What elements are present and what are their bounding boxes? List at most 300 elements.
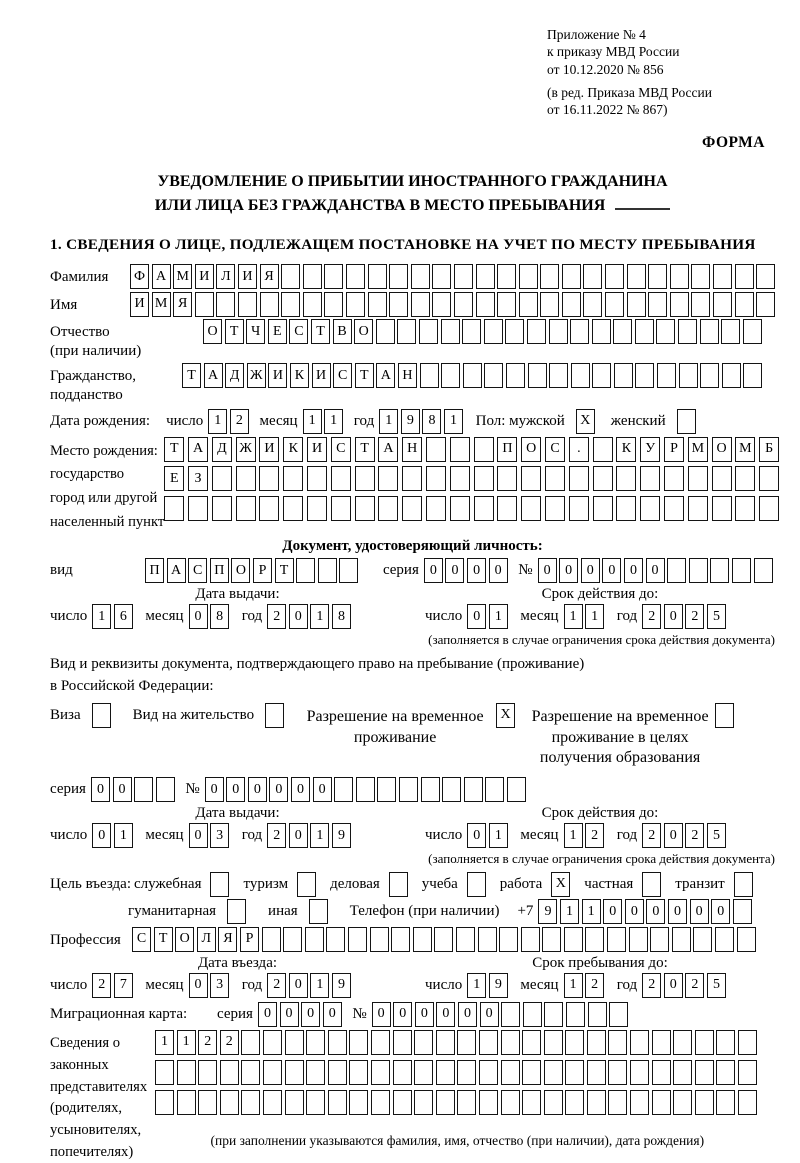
- char-cell[interactable]: Л: [216, 264, 235, 289]
- char-cell[interactable]: 0: [711, 899, 730, 924]
- char-cell[interactable]: [389, 264, 408, 289]
- char-cell[interactable]: [305, 927, 324, 952]
- char-cell[interactable]: 0: [559, 558, 578, 583]
- char-cell[interactable]: [673, 1030, 692, 1055]
- purpose-official-checkbox[interactable]: [210, 872, 229, 897]
- char-cell[interactable]: [521, 927, 540, 952]
- char-cell[interactable]: 0: [664, 604, 683, 629]
- char-cell[interactable]: [565, 1030, 584, 1055]
- char-cell[interactable]: [583, 292, 602, 317]
- char-cell[interactable]: Н: [398, 363, 417, 388]
- char-cell[interactable]: 0: [581, 558, 600, 583]
- char-cell[interactable]: Я: [260, 264, 279, 289]
- char-cell[interactable]: 0: [189, 604, 208, 629]
- char-cell[interactable]: 1: [177, 1030, 196, 1055]
- char-cell[interactable]: [454, 292, 473, 317]
- char-cell[interactable]: 0: [668, 899, 687, 924]
- char-cell[interactable]: [339, 558, 358, 583]
- char-cell[interactable]: 1: [324, 409, 343, 434]
- char-cell[interactable]: И: [130, 292, 149, 317]
- char-cell[interactable]: Д: [225, 363, 244, 388]
- char-cell[interactable]: [735, 264, 754, 289]
- char-cell[interactable]: 9: [401, 409, 420, 434]
- char-cell[interactable]: [391, 927, 410, 952]
- char-cell[interactable]: [656, 319, 675, 344]
- char-cell[interactable]: [544, 1060, 563, 1085]
- char-cell[interactable]: [667, 558, 686, 583]
- char-cell[interactable]: 0: [424, 558, 443, 583]
- char-cell[interactable]: [318, 558, 337, 583]
- char-cell[interactable]: [738, 1060, 757, 1085]
- char-cell[interactable]: [737, 927, 756, 952]
- char-cell[interactable]: [732, 558, 751, 583]
- char-cell[interactable]: 0: [91, 777, 110, 802]
- char-cell[interactable]: [743, 319, 762, 344]
- char-cell[interactable]: [397, 319, 416, 344]
- char-cell[interactable]: С: [289, 319, 308, 344]
- char-cell[interactable]: 1: [114, 823, 133, 848]
- char-cell[interactable]: 0: [646, 899, 665, 924]
- char-cell[interactable]: [587, 1090, 606, 1115]
- char-cell[interactable]: И: [307, 437, 327, 462]
- char-cell[interactable]: Т: [355, 437, 375, 462]
- char-cell[interactable]: О: [175, 927, 194, 952]
- char-cell[interactable]: А: [167, 558, 186, 583]
- char-cell[interactable]: [673, 1090, 692, 1115]
- char-cell[interactable]: [688, 496, 708, 521]
- char-cell[interactable]: .: [569, 437, 589, 462]
- char-cell[interactable]: [484, 363, 503, 388]
- purpose-tourism-checkbox[interactable]: [297, 872, 316, 897]
- char-cell[interactable]: [648, 292, 667, 317]
- char-cell[interactable]: [393, 1060, 412, 1085]
- char-cell[interactable]: 1: [208, 409, 227, 434]
- char-cell[interactable]: [501, 1030, 520, 1055]
- char-cell[interactable]: [283, 927, 302, 952]
- char-cell[interactable]: [328, 1060, 347, 1085]
- char-cell[interactable]: [519, 264, 538, 289]
- char-cell[interactable]: 3: [210, 823, 229, 848]
- char-cell[interactable]: Т: [154, 927, 173, 952]
- char-cell[interactable]: [324, 264, 343, 289]
- char-cell[interactable]: [592, 319, 611, 344]
- purpose-private-checkbox[interactable]: [642, 872, 661, 897]
- char-cell[interactable]: [507, 777, 526, 802]
- char-cell[interactable]: 3: [210, 973, 229, 998]
- char-cell[interactable]: [164, 496, 184, 521]
- char-cell[interactable]: [426, 496, 446, 521]
- char-cell[interactable]: [570, 319, 589, 344]
- char-cell[interactable]: 2: [585, 973, 604, 998]
- char-cell[interactable]: [198, 1090, 217, 1115]
- char-cell[interactable]: [393, 1030, 412, 1055]
- char-cell[interactable]: [303, 264, 322, 289]
- char-cell[interactable]: 0: [248, 777, 267, 802]
- residence-permit-checkbox[interactable]: [265, 703, 284, 728]
- char-cell[interactable]: [608, 1030, 627, 1055]
- char-cell[interactable]: 1: [310, 973, 329, 998]
- char-cell[interactable]: [693, 927, 712, 952]
- char-cell[interactable]: [195, 292, 214, 317]
- char-cell[interactable]: Т: [311, 319, 330, 344]
- char-cell[interactable]: 5: [707, 973, 726, 998]
- char-cell[interactable]: [414, 1090, 433, 1115]
- char-cell[interactable]: С: [333, 363, 352, 388]
- char-cell[interactable]: 0: [646, 558, 665, 583]
- char-cell[interactable]: 0: [467, 558, 486, 583]
- char-cell[interactable]: [566, 1002, 585, 1027]
- char-cell[interactable]: [716, 1060, 735, 1085]
- char-cell[interactable]: 9: [538, 899, 557, 924]
- char-cell[interactable]: 0: [226, 777, 245, 802]
- char-cell[interactable]: 1: [585, 604, 604, 629]
- char-cell[interactable]: [241, 1090, 260, 1115]
- purpose-other-checkbox[interactable]: [309, 899, 328, 924]
- char-cell[interactable]: [402, 466, 422, 491]
- char-cell[interactable]: [506, 363, 525, 388]
- char-cell[interactable]: М: [735, 437, 755, 462]
- char-cell[interactable]: [436, 1030, 455, 1055]
- char-cell[interactable]: [457, 1030, 476, 1055]
- char-cell[interactable]: [664, 466, 684, 491]
- char-cell[interactable]: 2: [685, 973, 704, 998]
- char-cell[interactable]: [735, 496, 755, 521]
- char-cell[interactable]: [457, 1090, 476, 1115]
- char-cell[interactable]: [652, 1030, 671, 1055]
- char-cell[interactable]: 0: [323, 1002, 342, 1027]
- char-cell[interactable]: С: [545, 437, 565, 462]
- char-cell[interactable]: [712, 496, 732, 521]
- char-cell[interactable]: [652, 1060, 671, 1085]
- char-cell[interactable]: [521, 466, 541, 491]
- char-cell[interactable]: [695, 1060, 714, 1085]
- char-cell[interactable]: [735, 292, 754, 317]
- char-cell[interactable]: [263, 1030, 282, 1055]
- char-cell[interactable]: [236, 496, 256, 521]
- char-cell[interactable]: 2: [230, 409, 249, 434]
- char-cell[interactable]: [499, 927, 518, 952]
- char-cell[interactable]: [549, 319, 568, 344]
- char-cell[interactable]: [479, 1030, 498, 1055]
- purpose-transit-checkbox[interactable]: [734, 872, 753, 897]
- char-cell[interactable]: 2: [585, 823, 604, 848]
- char-cell[interactable]: Я: [173, 292, 192, 317]
- char-cell[interactable]: О: [354, 319, 373, 344]
- char-cell[interactable]: [605, 264, 624, 289]
- char-cell[interactable]: [306, 1060, 325, 1085]
- char-cell[interactable]: Ч: [246, 319, 265, 344]
- char-cell[interactable]: [414, 1060, 433, 1085]
- char-cell[interactable]: Ж: [247, 363, 266, 388]
- char-cell[interactable]: [670, 292, 689, 317]
- char-cell[interactable]: [236, 466, 256, 491]
- char-cell[interactable]: 2: [685, 823, 704, 848]
- char-cell[interactable]: О: [231, 558, 250, 583]
- char-cell[interactable]: [497, 466, 517, 491]
- char-cell[interactable]: 0: [291, 777, 310, 802]
- char-cell[interactable]: [356, 777, 375, 802]
- char-cell[interactable]: [306, 1090, 325, 1115]
- char-cell[interactable]: 2: [267, 604, 286, 629]
- char-cell[interactable]: 0: [280, 1002, 299, 1027]
- char-cell[interactable]: 5: [707, 823, 726, 848]
- char-cell[interactable]: Ф: [130, 264, 149, 289]
- char-cell[interactable]: [346, 264, 365, 289]
- visa-checkbox[interactable]: [92, 703, 111, 728]
- char-cell[interactable]: [156, 777, 175, 802]
- char-cell[interactable]: [285, 1030, 304, 1055]
- char-cell[interactable]: А: [204, 363, 223, 388]
- char-cell[interactable]: К: [616, 437, 636, 462]
- char-cell[interactable]: [355, 496, 375, 521]
- char-cell[interactable]: [527, 319, 546, 344]
- char-cell[interactable]: [700, 363, 719, 388]
- char-cell[interactable]: [346, 292, 365, 317]
- char-cell[interactable]: [544, 1030, 563, 1055]
- char-cell[interactable]: 0: [538, 558, 557, 583]
- char-cell[interactable]: [283, 466, 303, 491]
- char-cell[interactable]: 0: [445, 558, 464, 583]
- char-cell[interactable]: 0: [189, 823, 208, 848]
- char-cell[interactable]: [262, 927, 281, 952]
- char-cell[interactable]: Р: [664, 437, 684, 462]
- char-cell[interactable]: [635, 363, 654, 388]
- char-cell[interactable]: 7: [114, 973, 133, 998]
- char-cell[interactable]: 0: [269, 777, 288, 802]
- char-cell[interactable]: [688, 466, 708, 491]
- char-cell[interactable]: [664, 496, 684, 521]
- char-cell[interactable]: [371, 1060, 390, 1085]
- char-cell[interactable]: Н: [402, 437, 422, 462]
- char-cell[interactable]: Л: [197, 927, 216, 952]
- char-cell[interactable]: [349, 1030, 368, 1055]
- char-cell[interactable]: 0: [664, 823, 683, 848]
- char-cell[interactable]: [540, 264, 559, 289]
- char-cell[interactable]: [585, 927, 604, 952]
- char-cell[interactable]: [608, 1060, 627, 1085]
- char-cell[interactable]: О: [203, 319, 222, 344]
- char-cell[interactable]: Е: [268, 319, 287, 344]
- char-cell[interactable]: 0: [205, 777, 224, 802]
- char-cell[interactable]: [754, 558, 773, 583]
- char-cell[interactable]: [501, 1090, 520, 1115]
- char-cell[interactable]: 8: [210, 604, 229, 629]
- char-cell[interactable]: [368, 264, 387, 289]
- char-cell[interactable]: [285, 1060, 304, 1085]
- char-cell[interactable]: 0: [458, 1002, 477, 1027]
- char-cell[interactable]: [716, 1030, 735, 1055]
- char-cell[interactable]: [393, 1090, 412, 1115]
- char-cell[interactable]: [155, 1090, 174, 1115]
- char-cell[interactable]: [306, 1030, 325, 1055]
- char-cell[interactable]: [695, 1090, 714, 1115]
- char-cell[interactable]: [519, 292, 538, 317]
- char-cell[interactable]: 1: [379, 409, 398, 434]
- char-cell[interactable]: [426, 466, 446, 491]
- char-cell[interactable]: 0: [480, 1002, 499, 1027]
- temp-residence-edu-checkbox[interactable]: [715, 703, 734, 728]
- char-cell[interactable]: Т: [275, 558, 294, 583]
- char-cell[interactable]: [419, 319, 438, 344]
- char-cell[interactable]: 0: [289, 973, 308, 998]
- char-cell[interactable]: [421, 777, 440, 802]
- char-cell[interactable]: И: [195, 264, 214, 289]
- char-cell[interactable]: 8: [422, 409, 441, 434]
- char-cell[interactable]: [679, 363, 698, 388]
- char-cell[interactable]: Я: [218, 927, 237, 952]
- char-cell[interactable]: [583, 264, 602, 289]
- char-cell[interactable]: [259, 466, 279, 491]
- char-cell[interactable]: [441, 363, 460, 388]
- char-cell[interactable]: [635, 319, 654, 344]
- char-cell[interactable]: [238, 292, 257, 317]
- char-cell[interactable]: [442, 777, 461, 802]
- char-cell[interactable]: [285, 1090, 304, 1115]
- char-cell[interactable]: [328, 1090, 347, 1115]
- char-cell[interactable]: [648, 264, 667, 289]
- char-cell[interactable]: [450, 466, 470, 491]
- char-cell[interactable]: [454, 264, 473, 289]
- char-cell[interactable]: [307, 466, 327, 491]
- char-cell[interactable]: [326, 927, 345, 952]
- char-cell[interactable]: 0: [113, 777, 132, 802]
- char-cell[interactable]: [593, 496, 613, 521]
- char-cell[interactable]: 0: [301, 1002, 320, 1027]
- char-cell[interactable]: [414, 1030, 433, 1055]
- char-cell[interactable]: [212, 496, 232, 521]
- char-cell[interactable]: [334, 777, 353, 802]
- char-cell[interactable]: [216, 292, 235, 317]
- char-cell[interactable]: [177, 1060, 196, 1085]
- char-cell[interactable]: [605, 292, 624, 317]
- char-cell[interactable]: 2: [642, 604, 661, 629]
- char-cell[interactable]: [501, 1002, 520, 1027]
- char-cell[interactable]: [368, 292, 387, 317]
- char-cell[interactable]: 0: [625, 899, 644, 924]
- char-cell[interactable]: Т: [225, 319, 244, 344]
- char-cell[interactable]: [522, 1030, 541, 1055]
- char-cell[interactable]: [743, 363, 762, 388]
- char-cell[interactable]: Е: [164, 466, 184, 491]
- char-cell[interactable]: 0: [690, 899, 709, 924]
- char-cell[interactable]: [522, 1060, 541, 1085]
- char-cell[interactable]: [426, 437, 446, 462]
- char-cell[interactable]: [616, 466, 636, 491]
- char-cell[interactable]: [657, 363, 676, 388]
- char-cell[interactable]: [505, 319, 524, 344]
- char-cell[interactable]: [756, 264, 775, 289]
- char-cell[interactable]: [436, 1090, 455, 1115]
- char-cell[interactable]: [155, 1060, 174, 1085]
- char-cell[interactable]: [501, 1060, 520, 1085]
- char-cell[interactable]: [713, 292, 732, 317]
- char-cell[interactable]: [241, 1060, 260, 1085]
- char-cell[interactable]: 5: [707, 604, 726, 629]
- char-cell[interactable]: [296, 558, 315, 583]
- char-cell[interactable]: [700, 319, 719, 344]
- char-cell[interactable]: 0: [289, 823, 308, 848]
- char-cell[interactable]: [722, 363, 741, 388]
- char-cell[interactable]: 1: [582, 899, 601, 924]
- char-cell[interactable]: [712, 466, 732, 491]
- char-cell[interactable]: [608, 1090, 627, 1115]
- char-cell[interactable]: [464, 777, 483, 802]
- char-cell[interactable]: [497, 292, 516, 317]
- char-cell[interactable]: [630, 1060, 649, 1085]
- char-cell[interactable]: [562, 264, 581, 289]
- char-cell[interactable]: [177, 1090, 196, 1115]
- char-cell[interactable]: 2: [267, 823, 286, 848]
- char-cell[interactable]: [587, 1060, 606, 1085]
- char-cell[interactable]: [349, 1060, 368, 1085]
- char-cell[interactable]: П: [497, 437, 517, 462]
- char-cell[interactable]: 2: [267, 973, 286, 998]
- char-cell[interactable]: [420, 363, 439, 388]
- char-cell[interactable]: 0: [372, 1002, 391, 1027]
- char-cell[interactable]: 0: [489, 558, 508, 583]
- char-cell[interactable]: П: [145, 558, 164, 583]
- char-cell[interactable]: [479, 1060, 498, 1085]
- char-cell[interactable]: 0: [603, 899, 622, 924]
- char-cell[interactable]: 0: [664, 973, 683, 998]
- char-cell[interactable]: [349, 1090, 368, 1115]
- char-cell[interactable]: [571, 363, 590, 388]
- char-cell[interactable]: Б: [759, 437, 779, 462]
- char-cell[interactable]: [450, 496, 470, 521]
- char-cell[interactable]: 8: [332, 604, 351, 629]
- char-cell[interactable]: 1: [92, 604, 111, 629]
- char-cell[interactable]: [324, 292, 343, 317]
- char-cell[interactable]: 2: [198, 1030, 217, 1055]
- char-cell[interactable]: [411, 292, 430, 317]
- char-cell[interactable]: [523, 1002, 542, 1027]
- char-cell[interactable]: 2: [220, 1030, 239, 1055]
- char-cell[interactable]: [462, 319, 481, 344]
- char-cell[interactable]: [188, 496, 208, 521]
- char-cell[interactable]: 1: [489, 823, 508, 848]
- char-cell[interactable]: О: [712, 437, 732, 462]
- char-cell[interactable]: [528, 363, 547, 388]
- char-cell[interactable]: 9: [332, 973, 351, 998]
- char-cell[interactable]: 1: [560, 899, 579, 924]
- char-cell[interactable]: [432, 292, 451, 317]
- char-cell[interactable]: [609, 1002, 628, 1027]
- char-cell[interactable]: С: [331, 437, 351, 462]
- char-cell[interactable]: [436, 1060, 455, 1085]
- char-cell[interactable]: [212, 466, 232, 491]
- char-cell[interactable]: [593, 437, 613, 462]
- char-cell[interactable]: [629, 927, 648, 952]
- char-cell[interactable]: [710, 558, 729, 583]
- char-cell[interactable]: [450, 437, 470, 462]
- char-cell[interactable]: Р: [253, 558, 272, 583]
- char-cell[interactable]: [616, 496, 636, 521]
- char-cell[interactable]: [259, 496, 279, 521]
- char-cell[interactable]: И: [259, 437, 279, 462]
- char-cell[interactable]: [331, 496, 351, 521]
- char-cell[interactable]: 1: [444, 409, 463, 434]
- char-cell[interactable]: [695, 1030, 714, 1055]
- char-cell[interactable]: [733, 899, 752, 924]
- char-cell[interactable]: [592, 363, 611, 388]
- char-cell[interactable]: [549, 363, 568, 388]
- char-cell[interactable]: [542, 927, 561, 952]
- sex-female-checkbox[interactable]: [677, 409, 696, 434]
- char-cell[interactable]: [371, 1090, 390, 1115]
- char-cell[interactable]: [457, 1060, 476, 1085]
- char-cell[interactable]: [370, 927, 389, 952]
- char-cell[interactable]: [715, 927, 734, 952]
